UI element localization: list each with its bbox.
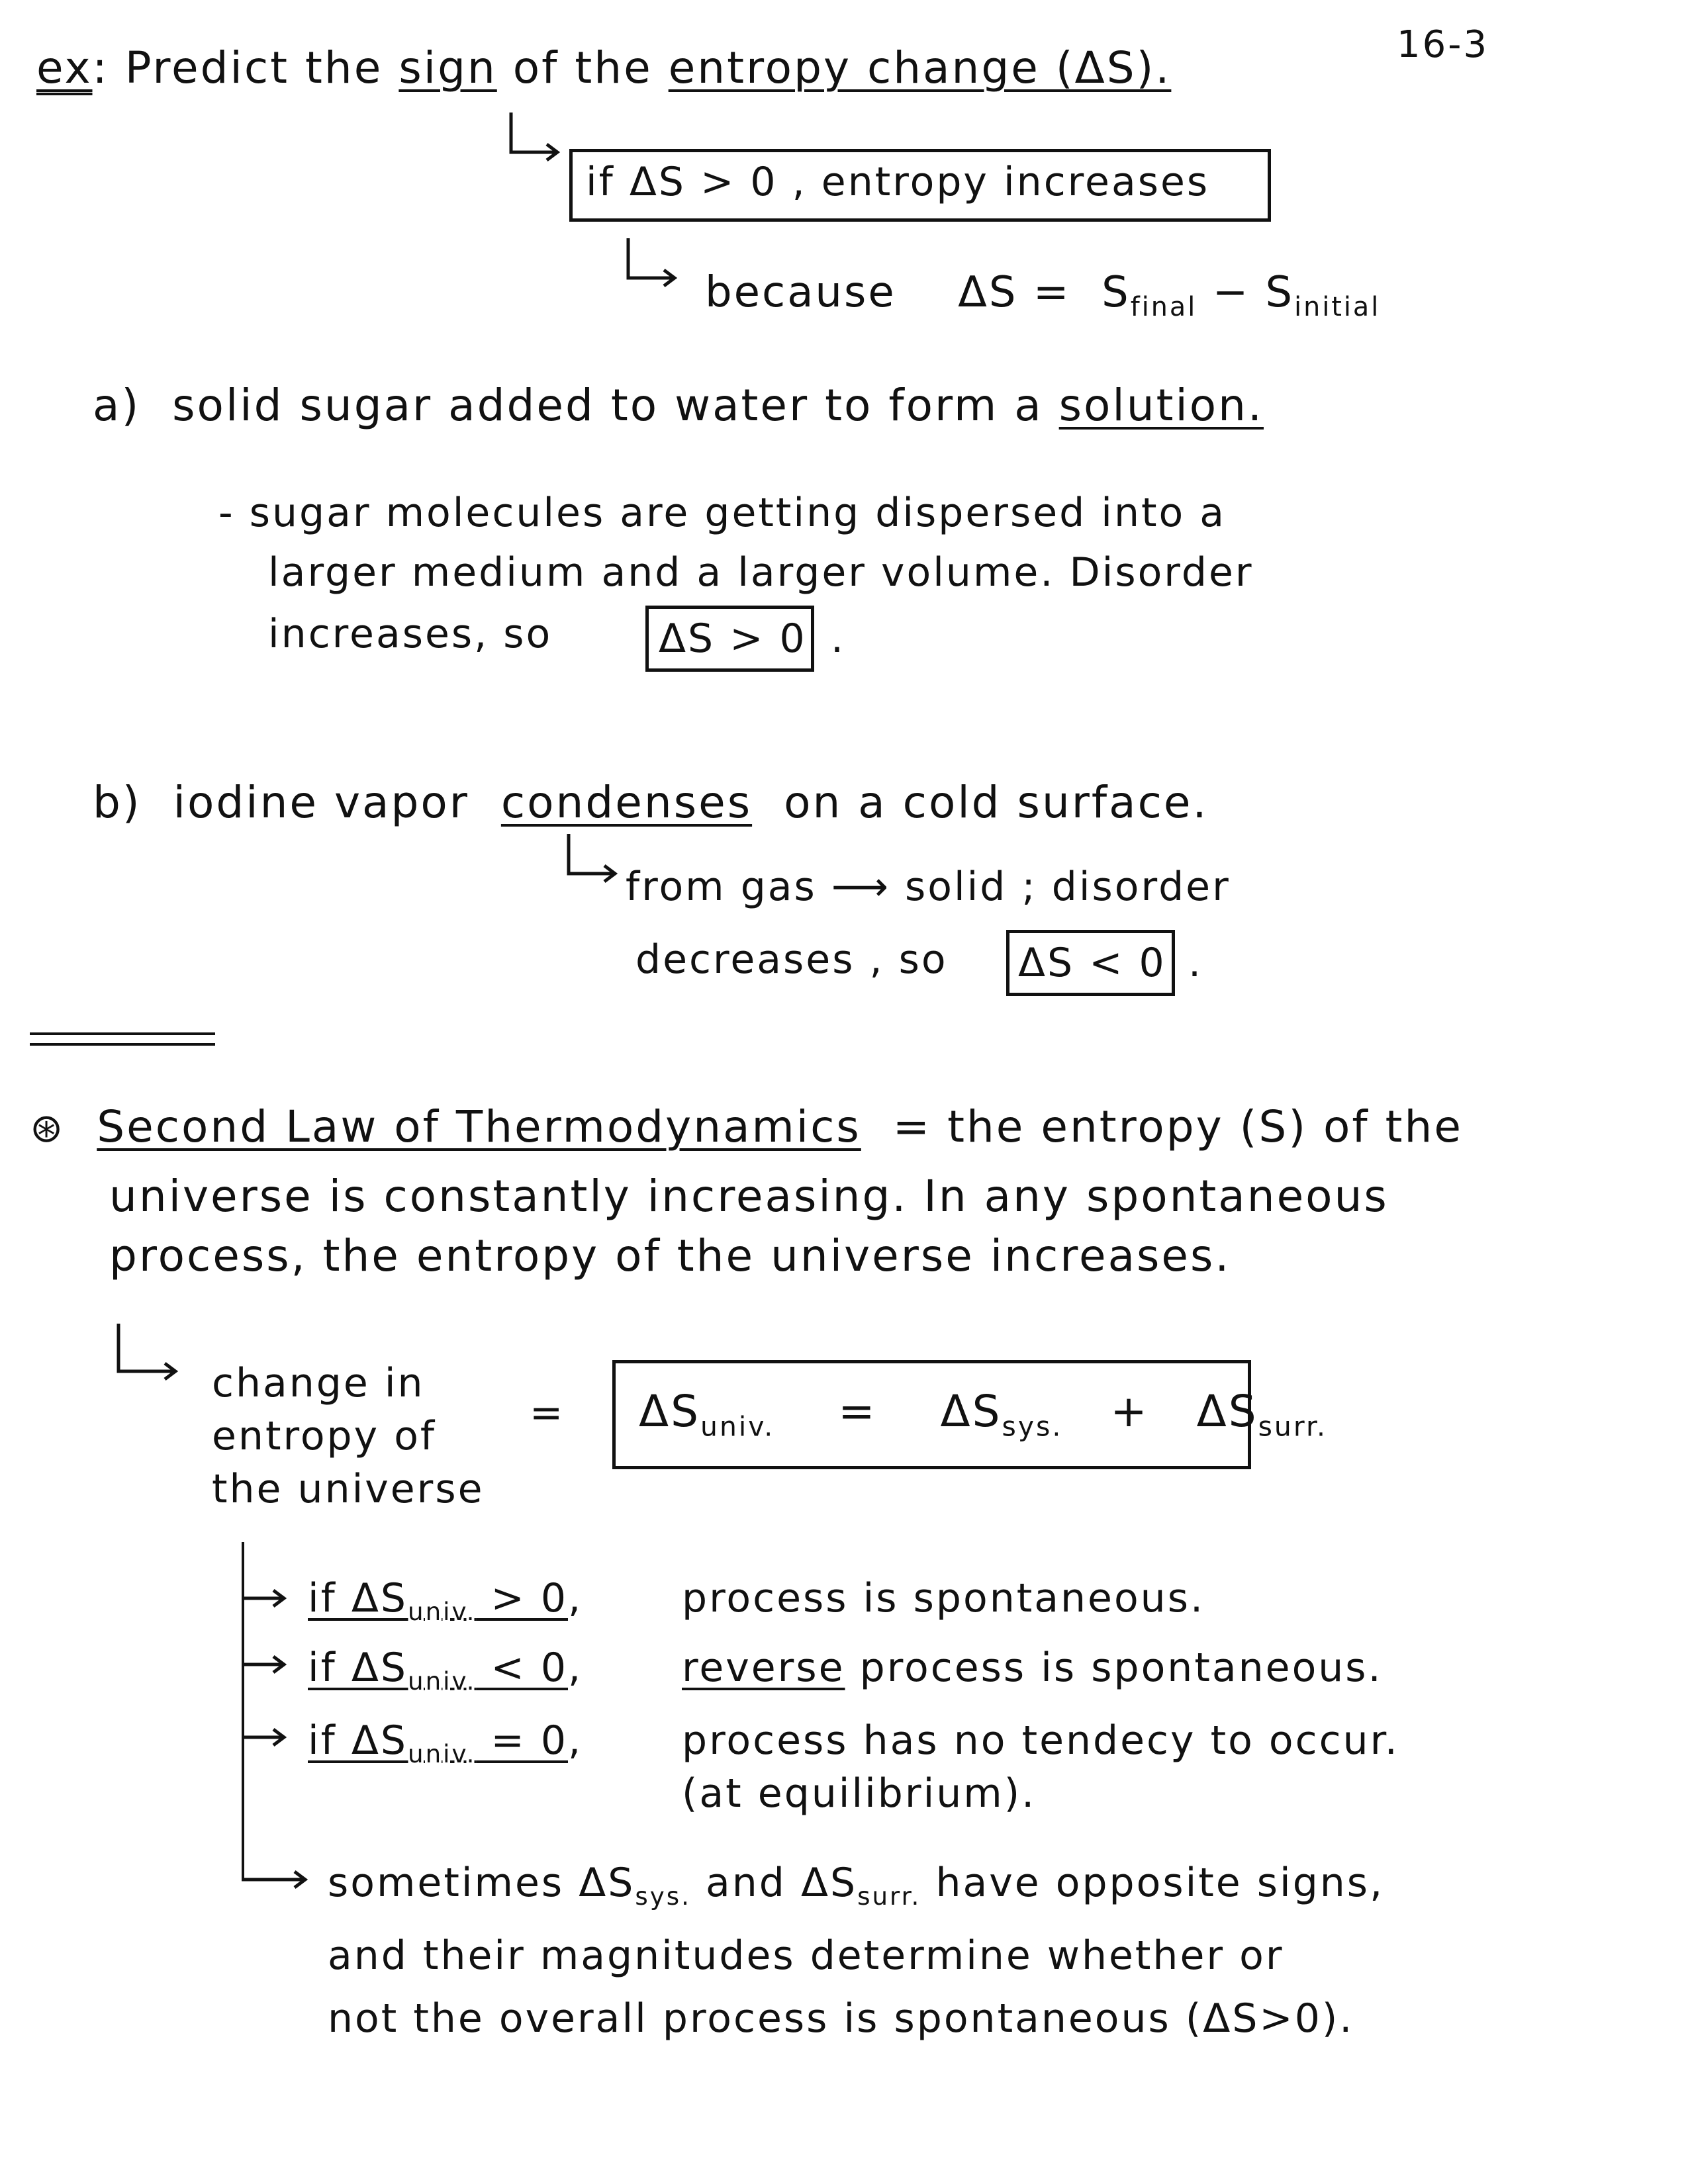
change-label-2: entropy of <box>212 1413 437 1459</box>
change-equals: = <box>530 1390 565 1436</box>
condition-1-result: process is spontaneous. <box>682 1575 1205 1621</box>
condition-2 <box>308 1645 583 1696</box>
entropy-change-phrase: entropy change (ΔS). <box>668 42 1172 93</box>
because-word: because <box>705 268 896 317</box>
minus-sign: − <box>1212 268 1250 317</box>
condition-2-comma: , <box>568 1645 583 1691</box>
part-b-answer: ΔS < 0 <box>1018 940 1166 986</box>
delta-s-sys: $\Delta S_{sys.}$ <box>940 1386 1063 1443</box>
section-divider <box>30 1032 215 1035</box>
s-final: $S_{final}$ <box>1102 268 1197 322</box>
part-b-explain-2: decreases , so <box>635 936 948 983</box>
condition-3-result: process has no tendecy to occur. <box>682 1717 1399 1764</box>
condition-3 <box>308 1717 583 1769</box>
delta-s-surr: $\Delta S_{surr.}$ <box>1196 1386 1328 1443</box>
change-label-1: change in <box>212 1360 425 1406</box>
arrow-right-icon <box>242 1866 314 1893</box>
condition-2-result <box>682 1645 1383 1691</box>
part-a-answer: ΔS > 0 <box>659 615 807 662</box>
part-a-explain-2: larger medium and a larger volume. Disorder <box>268 549 1254 596</box>
asterisk-icon: ⊛ <box>30 1105 66 1152</box>
example-label: ex <box>36 42 93 93</box>
sign-word: sign <box>399 42 497 93</box>
equation-equals: = <box>838 1386 877 1437</box>
turn-arrow-icon <box>566 834 632 900</box>
second-law-def-3: process, the entropy of the universe increases. <box>109 1230 1231 1281</box>
note-line-2: and their magnitudes determine whether or <box>328 1933 1284 1979</box>
arrow-right-icon <box>242 1724 295 1751</box>
second-law-def-1: = the entropy (S) of the <box>892 1101 1463 1152</box>
second-law-def-2: universe is constantly increasing. In any spontaneous <box>109 1171 1389 1222</box>
part-b-text-2: on a cold surface. <box>784 777 1209 828</box>
condition-1-comma: , <box>568 1575 583 1621</box>
part-a-explain-3: increases, so <box>268 611 553 657</box>
turn-arrow-icon <box>626 238 692 304</box>
part-b-statement <box>93 777 1209 828</box>
part-b-label: b) <box>93 777 142 828</box>
part-b-explain-1: from gas ⟶ solid ; disorder <box>626 864 1231 910</box>
note-line-3: not the overall process is spontaneous (ΔS>0). <box>328 1995 1354 2042</box>
equation-plus: + <box>1110 1386 1149 1437</box>
part-b-text-1: iodine vapor <box>173 777 469 828</box>
example-prompt: : Predict the <box>92 42 383 93</box>
condition-3-expr: if $\Delta S_{univ.} = 0$ <box>308 1717 569 1769</box>
section-divider <box>30 1043 215 1046</box>
part-b-period: . <box>1188 940 1203 986</box>
condition-1 <box>308 1575 583 1627</box>
formula-lhs: ΔS = <box>958 268 1071 317</box>
part-a-statement <box>93 380 1264 431</box>
condenses-word: condenses <box>500 777 753 828</box>
entropy-rule-text: if ΔS > 0 , entropy increases <box>586 159 1210 205</box>
page-number: 16-3 <box>1397 23 1489 66</box>
turn-arrow-icon <box>116 1324 195 1390</box>
condition-2-expr: if $\Delta S_{univ.} < 0$ <box>308 1645 569 1696</box>
condition-2-result-text: process is spontaneous. <box>859 1645 1383 1691</box>
part-a-period: . <box>831 615 846 662</box>
change-label-3: the universe <box>212 1466 485 1512</box>
condition-3-result-2: (at equilibrium). <box>682 1770 1037 1817</box>
part-a-explain-1: - sugar molecules are getting dispersed into a <box>218 490 1227 536</box>
condition-3-comma: , <box>568 1717 583 1764</box>
part-a-label: a) <box>93 380 141 431</box>
condition-1-expr: if $\Delta S_{univ.} > 0$ <box>308 1575 569 1627</box>
of-the-words: of the <box>512 42 653 93</box>
solution-word: solution. <box>1058 380 1264 431</box>
arrow-right-icon <box>242 1651 295 1678</box>
part-a-text: solid sugar added to water to form a <box>172 380 1043 431</box>
example-heading <box>36 42 1172 93</box>
because-line <box>705 268 1381 322</box>
s-initial: $S_{initial}$ <box>1265 268 1381 322</box>
note-line-1: sometimes $\Delta S_{sys.}$ and $\Delta S_{surr.}$ have opposite signs, <box>328 1860 1385 1911</box>
reverse-word: reverse <box>682 1645 845 1691</box>
arrow-right-icon <box>242 1585 295 1612</box>
delta-s-univ: $\Delta S_{univ.}$ <box>639 1386 775 1443</box>
turn-arrow-icon <box>508 113 575 179</box>
second-law-title: Second Law of Thermodynamics <box>97 1101 861 1152</box>
second-law-heading <box>30 1101 1463 1152</box>
entropy-equation <box>639 1386 1328 1443</box>
